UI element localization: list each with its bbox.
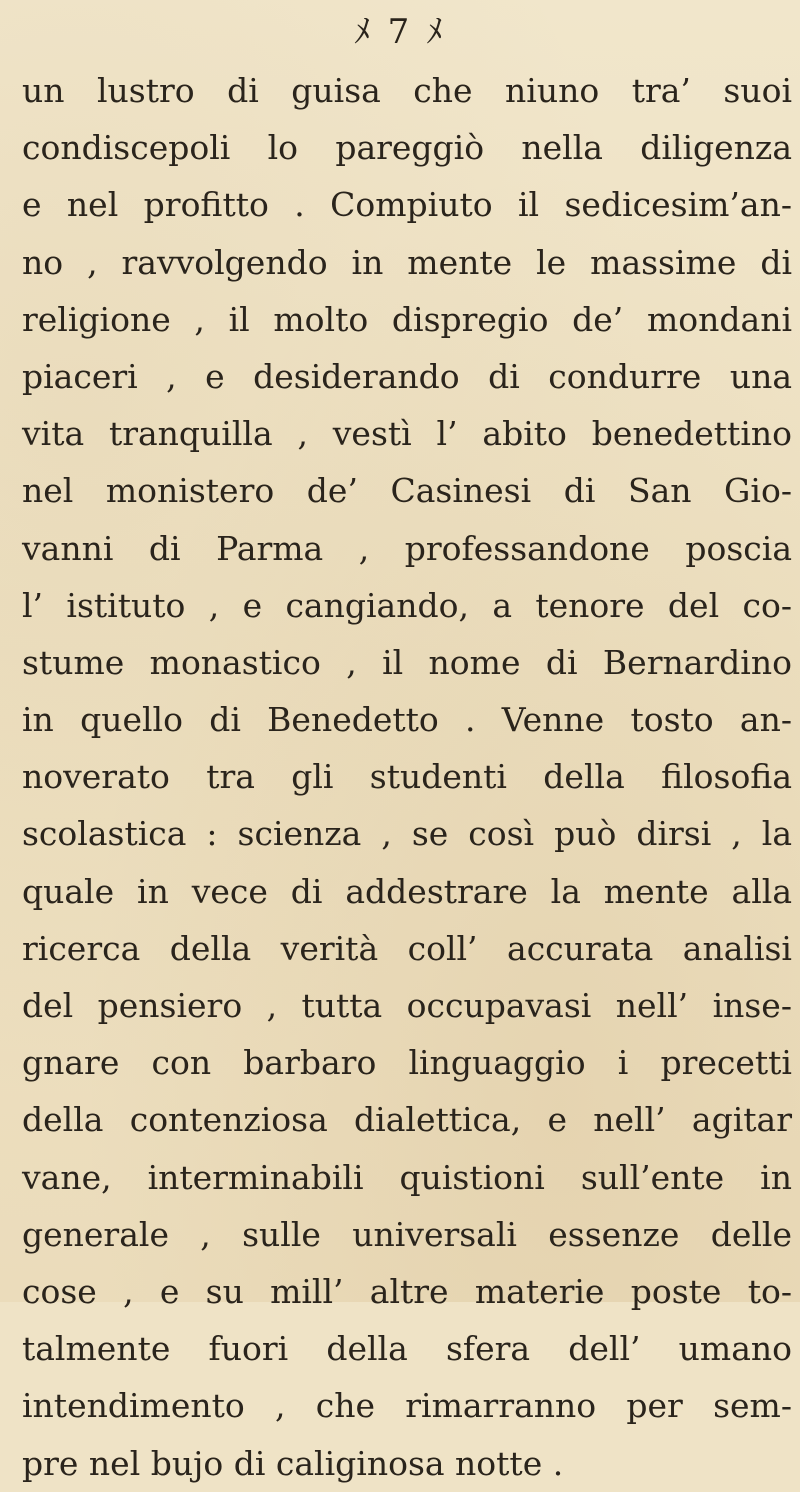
text-line: religione , il molto dispregio de’ mondani [22,299,792,339]
text-line: gnare con barbaro linguaggio i precetti [22,1043,792,1083]
text-line: nel monistero de’ Casinesi di San Gio- [22,471,792,511]
text-line: cose , e su mill’ altre materie poste to- [22,1271,792,1311]
text-line: un lustro di guisa che niuno tra’ suoi [22,71,792,110]
text-line: ricerca della verità coll’ accurata analisi [22,928,792,968]
text-line: talmente fuori della sfera dell’ umano [22,1329,792,1369]
text-line: vita tranquilla , vestì l’ abito benedettino [22,414,792,454]
text-line: vanni di Parma , professandone poscia [22,528,792,568]
text-line: e nel profitto . Compiuto il sedicesim’an- [22,185,792,225]
text-line: intendimento , che rimarranno per sem- [22,1386,792,1426]
text-line: quale in vece di addestrare la mente alla [22,871,792,911]
text-line: in quello di Benedetto . Venne tosto an- [22,700,792,740]
text-line: vane, interminabili quistioni sull’ente in [22,1157,792,1197]
text-line: della contenziosa dialettica, e nell’ agitar [22,1100,792,1140]
text-line: noverato tra gli studenti della filosofia [22,757,792,797]
text-line: scolastica : scienza , se così può dirsi , la [22,814,792,854]
text-line: condiscepoli lo pareggiò nella diligenza [22,128,792,168]
text-line: pre nel bujo di caliginosa notte . [22,1443,564,1483]
text-line: del pensiero , tutta occupavasi nell’ inse- [22,986,792,1025]
page-number: ﾒ 7 ﾒ [353,12,447,52]
text-line: stume monastico , il nome di Bernardino [22,642,792,682]
text-line: piaceri , e desiderando di condurre una [22,356,792,396]
text-line: generale , sulle universali essenze delle [22,1214,792,1254]
body-text [22,62,792,1492]
text-line: no , ravvolgendo in mente le massime di [22,242,792,282]
text-line: l’ istituto , e cangiando, a tenore del co- [22,585,792,625]
